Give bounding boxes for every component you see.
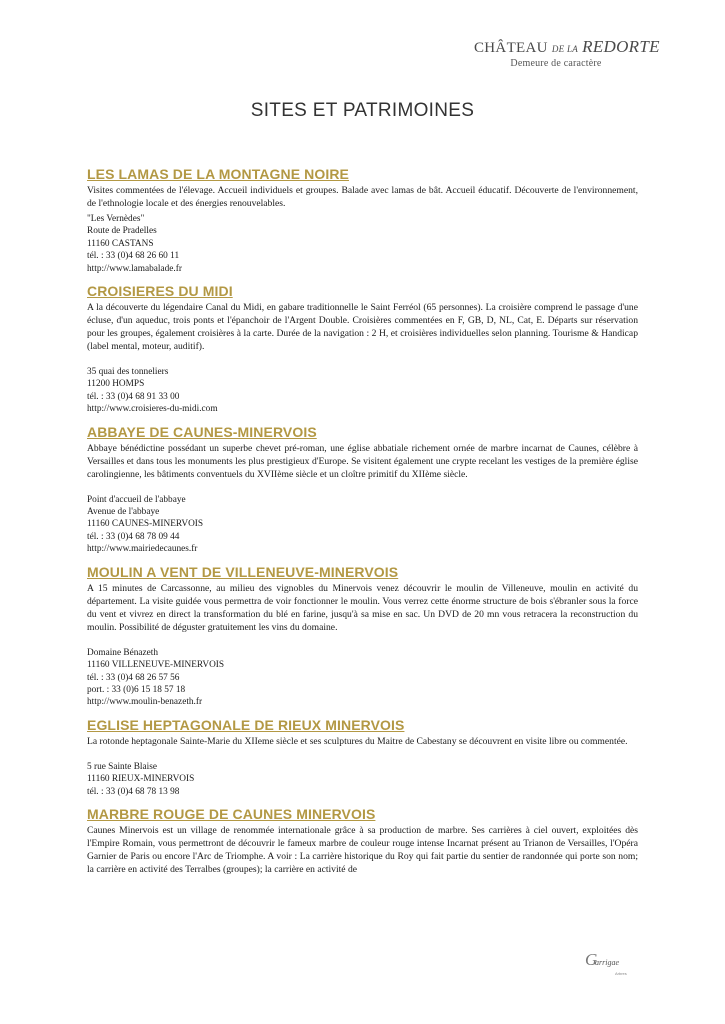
section-address: [87, 213, 638, 275]
section-croisieres: [87, 283, 638, 416]
section-address: [87, 366, 638, 416]
garrigae-logo: G arrigae Arbres: [585, 950, 627, 976]
section-description: Abbaye bénédictine possédant un superbe chevet pré-roman, une église abbatiale richement ornée de marbre incarnat de Caunes, célèbre à Versailles et dans tous les monuments les plus prestigieux d'Europe. Se visitent également une crypte recelant les vestiges de la première église carolingienne, les bâtiments conventuels du XVIIème siècle et un cloître primitif du XIIème siècle.: [87, 442, 638, 480]
section-description: A la découverte du légendaire Canal du Midi, en gabare traditionnelle le Saint Ferréol (65 personnes). La croisière comprend le passage d'une écluse, d'un aqueduc, trois ponts et l'épanchoir de l'Argent Double. Croisières commentées en F, GB, D, NL, Cat, E. Départs sur réservation pour les groupes, également croisières à la carte. Durée de la navigation : 2 H, et croisières individuelles selon planning. Tourisme & Handicap (label mental, moteur, auditif).: [87, 302, 638, 353]
logo-subtitle: Demeure de caractère: [510, 58, 602, 69]
phone-line: tél. : 33 (0)4 68 26 60 11: [87, 251, 180, 262]
mobile-line: port. : 33 (0)6 15 18 57 18: [87, 684, 186, 695]
section-heading: MARBRE ROUGE DE CAUNES MINERVOIS: [87, 805, 376, 822]
section-description: Visites commentées de l'élevage. Accueil individuels et groupes. Balade avec lamas de bât. Accueil éducatif. Découverte de l'environnement, de l'ethnologie locale et des énergies renouvelables.: [87, 185, 638, 209]
website-link[interactable]: http://www.croisieres-du-midi.com: [87, 404, 218, 415]
section-description: La rotonde heptagonale Sainte-Marie du XIIeme siècle et ses sculptures du Maitre de Cabestany se découvrent en visite libre ou commentée.: [87, 735, 628, 747]
section-marbre: [87, 806, 638, 876]
address-line: 11160 VILLENEUVE-MINERVOIS: [87, 660, 225, 671]
document-body: [87, 166, 638, 876]
address-line: Route de Pradelles: [87, 226, 157, 237]
section-address: [87, 494, 638, 556]
address-line: 11160 RIEUX-MINERVOIS: [87, 774, 195, 785]
website-link[interactable]: http://www.moulin-benazeth.fr: [87, 697, 203, 708]
section-description: Caunes Minervois est un village de renommée internationale grâce à sa production de marbre. Ses carrières à ciel ouvert, exploitées dès l'Empire Romain, vous permettront de découvrir le fameux marbre de couleur rouge intense Incarnat présent au Trianon de Versailles, l'Opéra Garnier de Paris ou encore l'Arc de Triomphe. A voir : La carrière historique du Roy qui fait partie du sentier de randonnée qui porte son nom; la carrière en activité des Terralbes (groupes); la carrière en activité de: [87, 824, 638, 875]
phone-line: tél. : 33 (0)4 68 26 57 56: [87, 672, 180, 683]
section-abbaye: [87, 424, 638, 556]
address-line: Point d'accueil de l'abbaye: [87, 494, 186, 505]
section-moulin: [87, 564, 638, 709]
address-line: Avenue de l'abbaye: [87, 507, 160, 518]
address-line: 5 rue Sainte Blaise: [87, 761, 157, 772]
section-address: [87, 761, 638, 798]
phone-line: tél. : 33 (0)4 68 91 33 00: [87, 391, 180, 402]
section-eglise: [87, 717, 638, 798]
address-line: Domaine Bénazeth: [87, 647, 158, 658]
section-heading: MOULIN A VENT DE VILLENEUVE-MINERVOIS: [87, 563, 399, 580]
address-line: 11160 CAUNES-MINERVOIS: [87, 519, 204, 530]
address-line: 35 quai des tonneliers: [87, 367, 169, 378]
section-heading: EGLISE HEPTAGONALE DE RIEUX MINERVOIS: [87, 716, 405, 733]
logo-wordmark: CHÂTEAU DE LA REDORTE: [474, 37, 660, 56]
section-heading: CROISIERES DU MIDI: [87, 283, 233, 300]
phone-line: tél. : 33 (0)4 68 78 13 98: [87, 786, 180, 797]
page-title: SITES ET PATRIMOINES: [250, 100, 475, 121]
section-lamas: [87, 166, 638, 275]
section-heading: LES LAMAS DE LA MONTAGNE NOIRE: [87, 166, 349, 182]
section-heading: ABBAYE DE CAUNES-MINERVOIS: [87, 423, 317, 440]
section-address: [87, 647, 638, 709]
address-line: 11200 HOMPS: [87, 379, 145, 390]
website-link[interactable]: http://www.mairiedecaunes.fr: [87, 544, 198, 555]
address-line: "Les Vernèdes": [87, 214, 145, 224]
chateau-logo: [474, 37, 660, 69]
website-link[interactable]: http://www.lamabalade.fr: [87, 263, 182, 274]
phone-line: tél. : 33 (0)4 68 78 09 44: [87, 531, 180, 542]
section-description: A 15 minutes de Carcassonne, au milieu des vignobles du Minervois venez découvrir le moulin de Villeneuve, moulin en activité du département. La visite guidée vous permettra de voir fonctionner le moulin. Vous verrez cette énorme structure de bois s'ébranler sous la force du vent et vivrez en direct la transformation du blé en farine, jusqu'à sa mise en sac. Un DVD de 20 mn vous retracera la reconstruction du moulin. Possibilité de déguster gratuitement les vins du domaine.: [87, 582, 638, 633]
address-line: 11160 CASTANS: [87, 238, 154, 249]
